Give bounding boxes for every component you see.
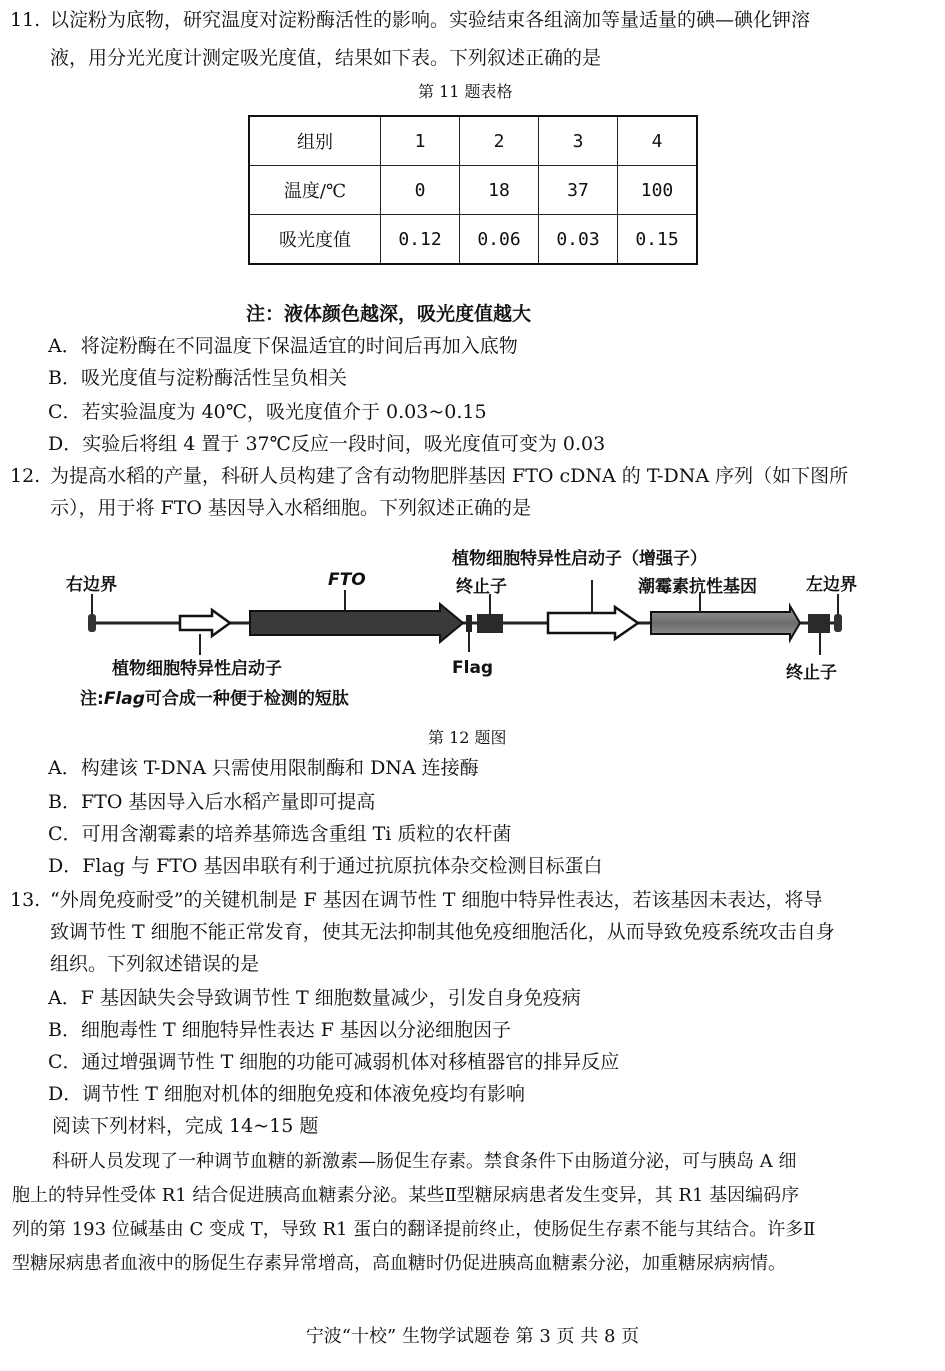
right-border-cap [88,614,96,632]
q12-option-a: A．构建该 T-DNA 只需使用限制酶和 DNA 连接酶 [48,757,479,779]
label-flag: Flag [452,658,494,678]
material-intro: 阅读下列材料，完成 14~15 题 [52,1115,319,1137]
diagram-note-flag: Flag [103,689,145,709]
left-border-cap [834,614,842,632]
q13-option-b: B．细胞毒性 T 细胞特异性表达 F 基因以分泌细胞因子 [48,1019,511,1041]
label-plant-promoter: 植物细胞特异性启动子 [112,659,282,679]
q12-stem-line1: 为提高水稻的产量，科研人员构建了含有动物肥胖基因 FTO cDNA 的 T-DNA 序列（如下图所 [50,465,849,487]
q12-figure-caption: 第 12 题图 [428,728,507,747]
hygromycin-gene-arrow [651,606,800,640]
q13-option-c: C．通过增强调节性 T 细胞的功能可减弱机体对移植器官的排异反应 [48,1051,620,1073]
label-right-border: 右边界 [66,575,117,595]
q11-option-b: B．吸光度值与淀粉酶活性呈负相关 [48,367,347,389]
table-cell: 0.06 [460,215,539,265]
label-fto: FTO [328,570,366,590]
q12-stem-line2: 示），用于将 FTO 基因导入水稻细胞。下列叙述正确的是 [50,497,532,519]
table-cell: 100 [618,166,698,215]
table-cell: 4 [618,116,698,166]
label-hygromycin-gene: 潮霉素抗性基因 [638,577,757,597]
table-cell: 0.12 [381,215,460,265]
q13-option-a: A．F 基因缺失会导致调节性 T 细胞数量减少，引发自身免疫病 [48,987,581,1009]
table-cell: 18 [460,166,539,215]
table-cell: 组别 [249,116,381,166]
q12-number: 12. [10,465,41,487]
fto-gene-arrow [250,604,463,642]
q12-option-b: B．FTO 基因导入后水稻产量即可提高 [48,791,376,813]
table-cell: 0.03 [539,215,618,265]
q11-number: 11. [10,9,41,31]
q13-stem-line1: “外周免疫耐受”的关键机制是 F 基因在调节性 T 细胞中特异性表达，若该基因未表达，将导 [50,889,823,911]
table-cell: 温度/℃ [249,166,381,215]
table-cell: 37 [539,166,618,215]
terminator-block-2 [808,614,830,633]
promoter-arrow [180,610,230,636]
label-terminator-bottom: 终止子 [786,663,837,683]
material-line-2: 胞上的特异性受体 R1 结合促进胰高血糖素分泌。某些Ⅱ型糖尿病患者发生变异，其 R1 基因编码序 [12,1185,800,1206]
table-cell: 1 [381,116,460,166]
q12-option-c: C．可用含潮霉素的培养基筛选含重组 Ti 质粒的农杆菌 [48,823,512,845]
q11-stem-line1: 以淀粉为底物，研究温度对淀粉酶活性的影响。实验结束各组滴加等量适量的碘—碘化钾溶 [50,9,811,31]
q12-option-d: D．Flag 与 FTO 基因串联有利于通过抗原抗体杂交检测目标蛋白 [48,855,603,877]
table-cell: 0.15 [618,215,698,265]
q13-stem-line3: 组织。下列叙述错误的是 [50,953,260,975]
label-plant-promoter-enhancer: 植物细胞特异性启动子（增强子） [452,549,707,569]
q11-note: 注：液体颜色越深，吸光度值越大 [246,303,532,325]
q11-option-d: D．实验后将组 4 置于 37℃反应一段时间，吸光度值可变为 0.03 [48,433,606,455]
table-cell: 2 [460,116,539,166]
table-cell: 0 [381,166,460,215]
table-cell: 吸光度值 [249,215,381,265]
diagram-note [80,684,349,709]
page-footer: 宁波“十校” 生物学试题卷 第 3 页 共 8 页 [305,1326,640,1347]
q13-option-d: D．调节性 T 细胞对机体的细胞免疫和体液免疫均有影响 [48,1083,525,1105]
label-left-border: 左边界 [806,575,857,595]
table-cell: 3 [539,116,618,166]
material-line-1: 科研人员发现了一种调节血糖的新激素—肠促生存素。禁食条件下由肠道分泌，可与胰岛 A 细 [52,1151,797,1172]
q11-option-a: A．将淀粉酶在不同温度下保温适宜的时间后再加入底物 [48,335,518,357]
q13-stem-line2: 致调节性 T 细胞不能正常发育，使其无法抑制其他免疫细胞活化，从而导致免疫系统攻击自身 [50,921,835,943]
q11-stem-line2: 液，用分光光度计测定吸光度值，结果如下表。下列叙述正确的是 [50,47,602,69]
q13-number: 13. [10,889,41,911]
q11-table-caption: 第 11 题表格 [418,82,513,101]
material-line-3: 列的第 193 位碱基由 C 变成 T，导致 R1 蛋白的翻译提前终止，使肠促生存素不能与其结合。许多Ⅱ [12,1219,816,1240]
flag-block [466,615,472,632]
label-terminator-top: 终止子 [456,577,507,597]
terminator-block-1 [477,614,503,633]
q11-option-c: C．若实验温度为 40℃，吸光度值介于 0.03~0.15 [48,401,487,423]
diagram-note-prefix: 注: [80,689,104,709]
material-line-4: 型糖尿病患者血液中的肠促生存素异常增高，高血糖时仍促进胰高血糖素分泌，加重糖尿病病情。 [12,1253,786,1274]
diagram-note-rest: 可合成一种便于检测的短肽 [144,689,349,709]
